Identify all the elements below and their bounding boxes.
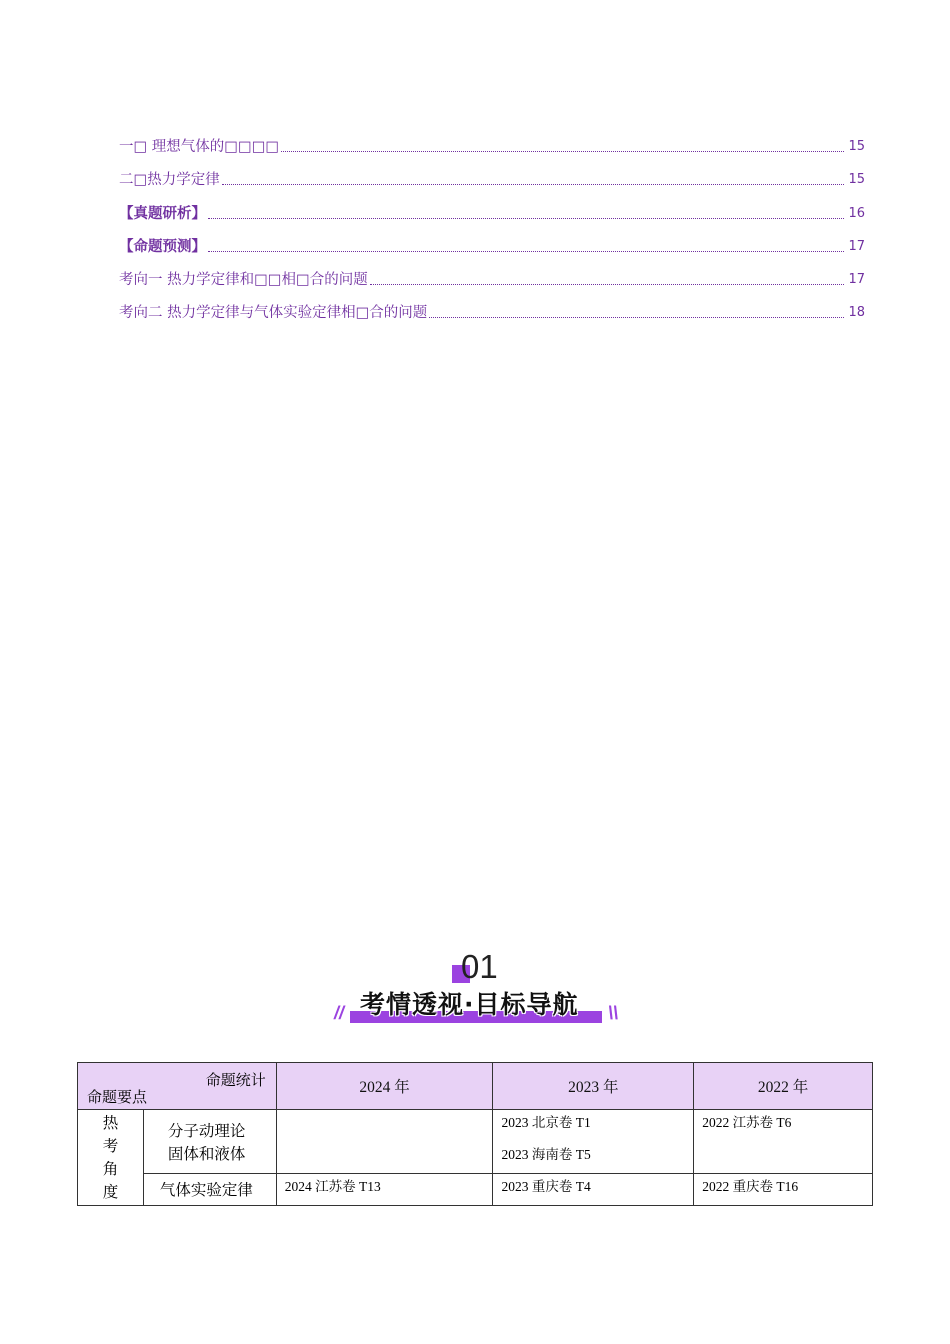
section-number: 01 — [461, 948, 498, 985]
toc-entry-3[interactable] — [119, 190, 865, 223]
toc-entry-page: 15 — [848, 139, 865, 155]
toc-leader-dots — [429, 316, 844, 318]
toc-entry-label: 【真题研析】 — [119, 205, 206, 222]
topic-cell — [143, 1110, 276, 1174]
exam-ref: 2023 重庆卷 T4 — [501, 1179, 591, 1194]
toc-entry-page: 15 — [848, 172, 865, 188]
side-char: 度 — [102, 1183, 119, 1201]
section-banner — [330, 948, 620, 1028]
cell-2023 — [493, 1174, 694, 1206]
toc-leader-dots — [208, 217, 844, 219]
table-header-row — [78, 1063, 873, 1110]
toc-leader-dots — [281, 150, 844, 152]
cell-2023 — [493, 1110, 694, 1174]
side-char: 考 — [102, 1137, 119, 1155]
table-row — [78, 1110, 873, 1174]
year-header-2022: 2022 年 — [694, 1063, 873, 1110]
toc-entry-page: 16 — [848, 205, 865, 221]
table-row — [78, 1174, 873, 1206]
toc-leader-dots — [222, 183, 845, 185]
corner-label-bottom: 命题要点 — [87, 1090, 148, 1106]
exam-ref: 2024 江苏卷 T13 — [284, 1179, 381, 1194]
exam-stats-table — [77, 1062, 873, 1206]
toc-entry-label: 一□ 理想气体的□□□□ — [119, 139, 280, 156]
exam-ref: 2022 江苏卷 T6 — [702, 1115, 792, 1130]
year-header-2023: 2023 年 — [493, 1063, 694, 1110]
exam-ref: 2022 重庆卷 T16 — [702, 1179, 799, 1194]
deco-slash-left: // — [334, 1003, 345, 1023]
topic-cell — [143, 1174, 276, 1206]
side-char: 角 — [102, 1160, 119, 1178]
toc-entry-label: 考向二 热力学定律与气体实验定律相□合的问题 — [119, 305, 428, 322]
toc-entry-5[interactable] — [119, 257, 865, 290]
side-char: 热 — [102, 1114, 119, 1132]
cell-2022 — [694, 1174, 873, 1206]
toc-leader-dots — [208, 250, 844, 252]
corner-label-top: 命题统计 — [205, 1073, 266, 1089]
deco-slash-right: \\ — [608, 1003, 619, 1023]
toc-entry-page: 18 — [848, 305, 865, 321]
cell-2024 — [276, 1110, 493, 1174]
toc-leader-dots — [370, 283, 845, 285]
toc-entry-6[interactable] — [119, 290, 865, 323]
toc-entry-label: 二□热力学定律 — [119, 172, 220, 189]
toc-entry-1[interactable] — [119, 124, 865, 157]
toc-entry-label: 【命题预测】 — [119, 238, 206, 255]
topic-text: 气体实验定律 — [159, 1182, 253, 1199]
table-corner-cell — [78, 1063, 277, 1110]
toc-entry-page: 17 — [848, 238, 865, 254]
cell-2024 — [276, 1174, 493, 1206]
section-title: 考情透视·目标导航 — [360, 990, 579, 1019]
toc-entry-label: 考向一 热力学定律和□□相□合的问题 — [119, 271, 368, 288]
cell-2022 — [694, 1110, 873, 1174]
toc-entry-page: 17 — [848, 271, 865, 287]
exam-ref: 2023 海南卷 T5 — [501, 1147, 591, 1162]
exam-ref: 2023 北京卷 T1 — [501, 1115, 591, 1130]
table-of-contents — [119, 124, 865, 323]
toc-entry-2[interactable] — [119, 157, 865, 190]
year-header-2024: 2024 年 — [276, 1063, 493, 1110]
topic-text: 分子动理论 — [167, 1123, 246, 1140]
topic-text: 固体和液体 — [167, 1146, 246, 1163]
toc-entry-4[interactable] — [119, 224, 865, 257]
side-label-cell — [78, 1110, 144, 1206]
